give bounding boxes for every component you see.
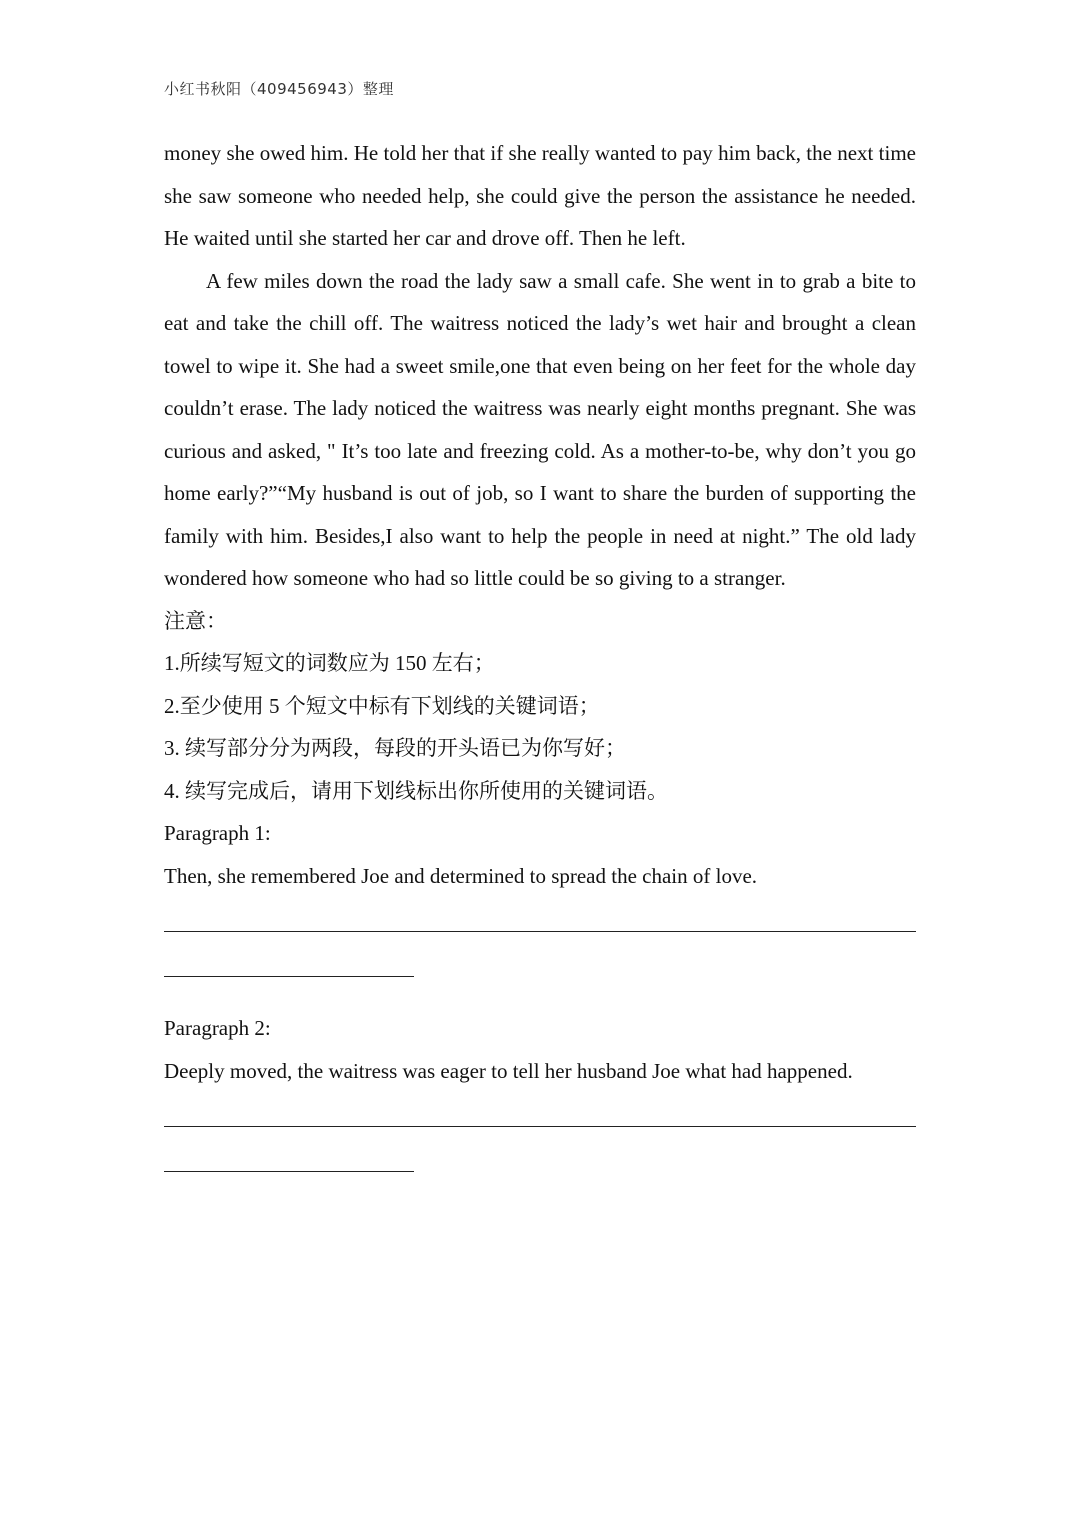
story-paragraph-cafe: A few miles down the road the lady saw a small cafe. She went in to grab a bite to eat and take the chill off. The waitress noticed the lady’s wet hair and brought a clean towel to wipe it. She had a sweet smile,one that even being on her feet for the whole day couldn’t erase. The lady noticed the waitress was nearly eight months pregnant. She was curious and asked, " It’s too late and freezing cold. As a mother-to-be, why don’t you go home early?”“My husband is out of job, so I want to share the burden of supporting the family with him. Besides,I also want to help the people in need at night.” The old lady wondered how someone who had so little could be so giving to a stranger.	[164, 268, 916, 590]
note-item-4: 4. 续写完成后，请用下划线标出你所使用的关键词语。	[164, 778, 668, 803]
note-item-1: 1.所续写短文的词数应为 150 左右；	[164, 651, 495, 675]
notes-title: 注意：	[164, 608, 227, 633]
note-item-3: 3. 续写部分分为两段，每段的开头语已为你写好；	[164, 736, 626, 760]
page-header: 小红书秋阳（409456943）整理	[164, 80, 394, 98]
paragraph-1-label: Paragraph 1:	[164, 821, 271, 845]
paragraph-1-opening: Then, she remembered Joe and determined to spread the chain of love.	[164, 863, 758, 888]
answer-line[interactable]	[164, 1171, 414, 1172]
note-item-2: 2.至少使用 5 个短文中标有下划线的关键词语；	[164, 693, 600, 718]
paragraph-2-label: Paragraph 2:	[164, 1016, 271, 1040]
page-content	[164, 132, 916, 1172]
story-paragraph-continued: money she owed him. He told her that if she really wanted to pay him back, the next time she saw someone who needed help, she could give the person the assistance he needed. He waited until she started her car and drove off. Then he left.	[164, 141, 916, 250]
paragraph-2-opening: Deeply moved, the waitress was eager to tell her husband Joe what had happened.	[164, 1058, 853, 1083]
